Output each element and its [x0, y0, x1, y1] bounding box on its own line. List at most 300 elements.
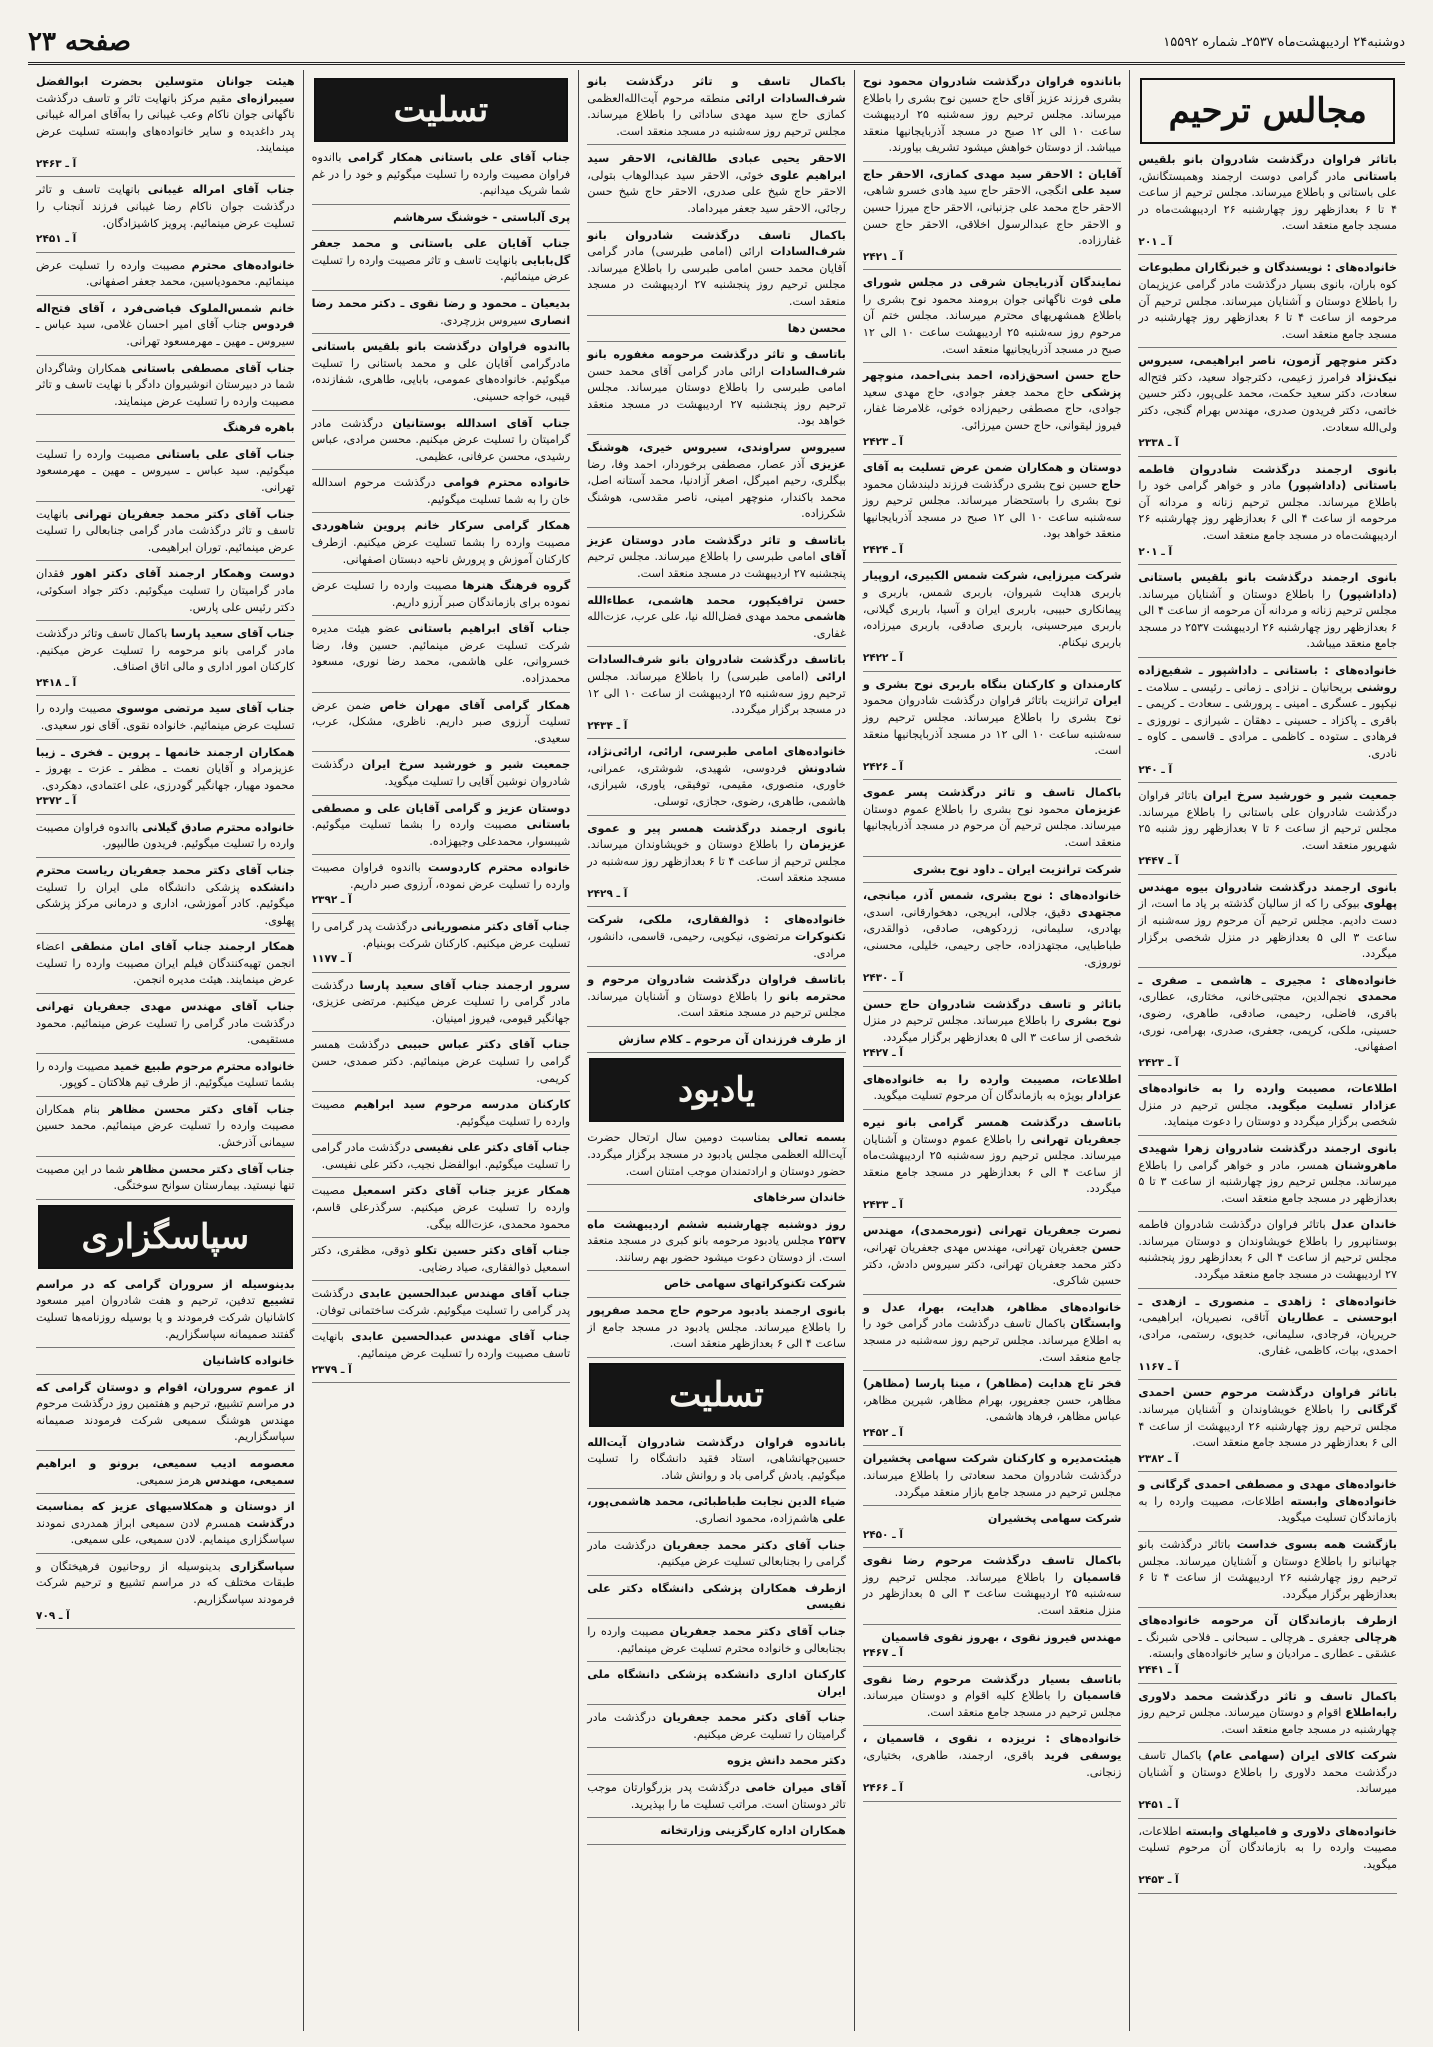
notice — [36, 999, 295, 1054]
notice-code: آ ـ ۲۴۶۳ — [36, 157, 77, 170]
notice-text: بنام همکاران مصیبت وارده را تسلیت عرض مینمائیم. محمد حسین سیمانی آذرخش. — [36, 1102, 295, 1150]
columns-container — [28, 70, 1405, 2031]
notice-text: بدینوسیله از روحانیون فرهیختگان و طبقات مختلف که در مراسم تشییع و ترحیم شرکت فرمودند سپاسگزاریم. — [36, 1559, 295, 1607]
notice-text: فردوسی، شهیدی، شوشتری، عمرانی، خاوری، منصوری، مقیمی، توفیقی، یاوری، شیرازی، هاشمی، طاهری، رضوی، حجازی، توسلی. — [587, 761, 846, 808]
notice-text: درگذشت مادر گرامیتان را تسلیت عرض میکنیم. محسن مرادی، عباس رشیدی، محسن عرفانی، عظیمی. — [311, 416, 571, 463]
notice-lead: خانواده‌های امامی طبرسی، ارائی، ارائی‌نژاد، شادونش — [587, 745, 846, 775]
notices-list — [36, 1277, 295, 1629]
notice — [863, 785, 1122, 856]
notice-text: مصیبت وارده را تسلیت میگوئیم. — [311, 1098, 571, 1128]
notice — [36, 1499, 295, 1554]
notice-code: آ ـ ۷۰۹ — [36, 1609, 70, 1622]
notice-lead: الاحقر یحیی عبادی طالقانی، الاحقر سید ابراهیم علوی — [587, 152, 846, 182]
notice-lead: از طرف فرزندان آن مرحوم ـ کلام سازش — [618, 1032, 846, 1046]
notices-list — [312, 150, 571, 1383]
notice-lead: باناندوه فراوان درگذشت شادروان آیت‌الله — [587, 1435, 846, 1449]
notice-text: مصیبت وارده را تسلیت عرض نموده برای بازماندگان صبر آرزو داریم. — [311, 579, 571, 609]
notice-text: ارائی (امامی طبرسی) مادر گرامی آقایان محمد حسن امامی طبرسی را باطلاع میرساند. مجلس ترحیم روز پنجشنبه ۲۷ اردیبهشت در مسجد منعقد است. — [587, 245, 846, 308]
notice — [36, 301, 295, 356]
notice-lead: جمعیت شیر و خورشید سرخ ایران — [1202, 789, 1397, 803]
notice-lead: ضیاء الدین نجابت طباطبائی، محمد هاشمی‌پور، علی — [587, 1495, 846, 1526]
notices-list — [1138, 152, 1397, 1894]
notice-lead: ازطرف همکاران پزشکی دانشگاه دکتر علی نفیسی — [587, 1581, 846, 1612]
notice-text: بشری فرزند عزیز آقای حاج حسین نوح بشری را باطلاع میرساند. مجلس ترحیم روز سه‌شنبه ۲۵ اردیبهشت ساعت ۱۰ الی ۱۲ صبح در مسجد آذربایجانیها منعقد میباشد. از دوستان خواهش میشود تشریف بیاورند. — [862, 91, 1122, 155]
notice-text: باتاثر فراوان درگذشت شادروان علی باستانی را باطلاع میرساند. مجلس ترحیم از ساعت ۶ تا ۷ بعدازظهر روز شنبه ۲۵ شهریور منعقد است. — [1138, 789, 1398, 852]
notice-lead: همکاران ارجمند خانمها ـ پروین ـ فخری ـ زیبا — [36, 745, 295, 759]
notice-lead: پری آلباستی - خوشنگ سرهاشم — [393, 210, 571, 224]
notice-lead: همکار عزیز جناب آقای دکتر اسمعیل — [352, 1184, 571, 1198]
notice-text: مصیبت وارده را بشما تسلیت عرض میکنیم. ازطرف کارکنان آموزش و پرورش ناحیه دبستان اصفهانی. — [311, 535, 571, 566]
notice — [1138, 1141, 1397, 1212]
notice-lead: بااندوه فراوان درگذشت بانو بلقیس باستانی — [311, 340, 571, 354]
notice — [863, 1672, 1122, 1727]
notice-text: عزیزمراد و آقایان نعمت ـ مظفر ـ عزت ـ بهروز ـ محمود مهیار، جهانگیر گودرزی، علی اعتمادی، دهکردی. — [36, 762, 295, 792]
notice-text: درگذشت مادر گرامی را تسلیت عرض مینمائیم. محمود مستقیمی. — [36, 1016, 295, 1047]
notice-text: خوئی، الاحقر سید عبدالوهاب بتولی، الاحقر حاج شیخ علی صدری، الاحقر حاج شیخ حسن رجائی، الاحقر سید جعفر میرداماد. — [587, 168, 846, 216]
notice-lead: باکمال تاسف درگذشت مرحوم رضا نقوی قاسمیان — [862, 1554, 1122, 1584]
notice-lead: گروه فرهنگ هنرها — [462, 579, 571, 593]
notice-lead: خانواده‌های دلاوری و فامیلهای وابسته — [1185, 1824, 1397, 1838]
notice-lead: همکار گرامی آقای مهران خاص — [379, 698, 571, 712]
notice — [587, 1710, 846, 1748]
notice-text: مراسم تشییع، ترحیم و هفتمین روز درگذشت مرحوم مهندس هوشنگ سمیعی شرکت فرمودند صمیمانه سپاسگزاریم. — [36, 1397, 295, 1444]
notice-lead: بازگشت همه بسوی خداست — [1236, 1537, 1397, 1551]
notice — [1138, 1477, 1397, 1532]
notice-text: را باطلاع میرساند. مجلس یادبود در مسجد جامع از ساعت ۴ الی ۶ بعدازظهر منعقد است. — [587, 1320, 846, 1351]
notice — [312, 1329, 571, 1383]
notice-lead: بانوی ارجمند درگذشت شادروان زهرا شهیدی ماهروشنان — [1138, 1141, 1397, 1172]
notice — [863, 1300, 1122, 1371]
notice — [863, 1553, 1122, 1624]
page-number: صفحه ۲۳ — [28, 27, 131, 57]
notice — [1138, 260, 1397, 348]
notice — [36, 447, 295, 502]
notice-text: مصیبت وارده را بجنابعالی و خانواده محترم تسلیت عرض مینمائیم. — [587, 1624, 846, 1655]
notice-text: (امامی طبرسی) را باطلاع میرساند. مجلس ترحیم روز سه‌شنبه ۲۵ اردیبهشت از ساعت ۱۰ الی ۱۲ در مسجد برگزار میگردد. — [587, 669, 846, 717]
section-title-tasliyat-2: تسلیت — [589, 1363, 844, 1427]
notice — [36, 626, 295, 696]
notice-text: اطلاعات، مصیبت وارده را به بازماندگان تسلیت میگوید. — [1138, 1494, 1397, 1525]
notice-code: آ ـ ۲۴۵۱ — [1138, 1799, 1179, 1812]
notice-text: درگذشت شادروان نوشین آقایی را تسلیت میگوید. — [311, 758, 571, 788]
notice-lead: خانواده‌های : نویسندگان و خبرنگاران مطبوعات — [1138, 261, 1397, 275]
notice — [36, 182, 295, 252]
notice-text: درگذشت مادر گرامی را تسلیت میگوئیم. ابوالفضل نجیب، دکتر علی نفیسی. — [311, 1141, 571, 1171]
notice-text: ضمن عرض تسلیت آرزوی صبر داریم. ناظری، مشکل، عرب، سعیدی. — [311, 698, 571, 745]
notice-lead: بانوی ارجمند درگذشت شادروان بیوه مهندس پهلوی — [1138, 880, 1398, 911]
notice-lead: باکمال تاسف و تاثر درگذشت محمد دلاوری رابه‌اطلاع — [1138, 1689, 1397, 1720]
notice-code: آ ـ ۲۴۶۶ — [862, 1782, 903, 1795]
notice-text: باتاثر فراوان درگذشت شادروان فاطمه بوستانپرور را باطلاع خویشاوندان و دوستان میرساند. مجلس ترحیم از ساعت ۴ الی ۶ بعدازظهر روز پنجشنبه ۲۷ اردیبهشت در مسجد جامع منعقد میگردد. — [1138, 1218, 1397, 1281]
notice — [587, 440, 846, 528]
notice-lead: خانواده‌های مهدی و مصطفی احمدی گرگانی و خانواده‌های وابسته — [1138, 1478, 1397, 1508]
notice — [587, 1753, 846, 1775]
notice — [1138, 1537, 1397, 1608]
notice-code: آ ـ ۲۴۰ — [1138, 763, 1173, 776]
notices-list — [587, 1130, 846, 1357]
notice — [312, 578, 571, 616]
notice-text: درگذشت همسر گرامی را تسلیت عرض مینمائیم. دکتر صمدی، حسن کریمی. — [311, 1038, 571, 1085]
notice-lead: کارکنان اداری دانشکده پزشکی دانشگاه ملی ایران — [587, 1668, 846, 1698]
notice — [36, 507, 295, 562]
notice-text: منطقه مرحوم آیت‌الله‌العظمی کمازی حاج سید مهدی ساداتی را باطلاع میرساند. مجلس ترحیم روز سه‌شنبه در مسجد منعقد است. — [587, 91, 846, 138]
notice-text: درگذشت مادر گرامیتان را تسلیت عرض میکنیم. — [587, 1711, 846, 1741]
notice — [1138, 1294, 1397, 1381]
notice — [587, 1217, 846, 1272]
notice-text: باکمال تاسف درگذشت محمد دلاوری را باطلاع دوستان و آشنایان میرساند. — [1138, 1749, 1397, 1796]
notice-code: آ ـ ۲۰۱ — [1138, 235, 1173, 248]
notice — [863, 888, 1122, 991]
notice-text: را باطلاع خویشاوندان و آشنایان میرساند. مجلس ترحیم روز چهارشنبه ۲۶ اردیبهشت از ساعت ۴ الی ۶ بعدازظهر در مسجد جامع منعقد است. — [1138, 1402, 1397, 1450]
notice — [587, 744, 846, 815]
notice-lead: خانواده‌های : ذوالفقاری، ملکی، شرکت تکنوکرات — [587, 913, 846, 943]
notice-lead: شرکت کالای ایران (سهامی عام) — [1207, 1749, 1397, 1763]
notice — [36, 1162, 295, 1200]
notice — [1138, 1824, 1397, 1894]
column-1 — [1129, 70, 1405, 2031]
notice — [312, 236, 571, 291]
notice-text: را باطلاع دوستان و آشنایان میرساند. مجلس ترحیم زنانه و مردانه آن مرحومه از ساعت ۴ الی ۶ بعدازظهر روز چهارشنبه ۲۶ اردیبهشت ۲۵۳۷ در مسجد جامع منعقد میباشد. — [1138, 587, 1397, 651]
notice — [1138, 1081, 1397, 1136]
notice-lead: معصومه ادیب سمیعی، برونو و ابراهیم سمیعی، مهندس — [36, 1456, 295, 1487]
notice — [36, 939, 295, 994]
issue-date-line: دوشنبه۲۴ اردیبهشت‌ماه ۲۵۳۷ـ شماره ۱۵۵۹۲ — [1163, 34, 1405, 50]
notice — [587, 1276, 846, 1298]
notice-code: آ ـ ۲۴۲۷ — [862, 1047, 903, 1060]
notice-code: آ ـ ۲۳۷۲ — [36, 795, 77, 808]
notice — [863, 1072, 1122, 1110]
notice-code: آ ـ ۲۴۵۰ — [862, 1528, 903, 1541]
notice-text: اعضاء انجمن تهیه‌کنندگان فیلم ایران مصیبت وارده را تسلیت عرض مینمایند. هیئت مدیره انجمن. — [36, 940, 295, 987]
notice — [312, 698, 571, 753]
notice-text: بانهایت تاسف و تاثر درگذشت جوان ناکام رضا غیبانی فرزند آنجناب را تسلیت عرض مینمائیم. پرویز کاشیزادگان. — [36, 183, 295, 230]
notice — [863, 862, 1122, 884]
notice — [1138, 152, 1397, 255]
notice-code: آ ـ ۱۱۷۷ — [311, 953, 352, 966]
notice — [863, 368, 1122, 455]
notice — [1138, 353, 1397, 456]
notice — [863, 1376, 1122, 1446]
notice-lead: باتاسف و تاثر درگذشت مادر دوستان عزیز آقای — [587, 533, 846, 564]
notice-lead: از عموم سروران، اقوام و دوستان گرامی که در — [36, 1380, 295, 1411]
notice-code: آ ـ ۲۴۳۳ — [862, 1198, 903, 1211]
notice — [36, 1456, 295, 1494]
notice — [1138, 1217, 1397, 1288]
notice-text: همکاران وشاگردان شما در دبیرستان انوشیروان دادگر با نهایت تاسف و تاثر مصیبت وارده را تسلیت عرض مینمایند. — [36, 361, 295, 408]
notice-text: آذر عصار، مصطفی برخوردار، احمد وفا، رضا بیگلری، رحیم امیرگل، اصغر آزادنیا، محمد آستانه اصل، محمد باکندار، منوچهر امینی، ناصر مقدسی، هوشنگ شکرزاده. — [587, 457, 846, 521]
notice-text: درگذشت پدر گرامی را تسلیت عرض میکنیم. کارکنان شرکت بوبنیام. — [311, 919, 571, 950]
notice-lead: حاج حسن اسحق‌زاده، احمد بنی‌احمد، منوچهر پزشکی — [862, 369, 1122, 399]
notice-lead: جناب آقای دکتر محمد جعفریان — [662, 1538, 846, 1552]
notice-lead: آقایان : الاحقر سید مهدی کمازی، الاحقر حاج سید علی — [862, 167, 1122, 198]
notice-lead: شرکت ترانزیت ایران ـ داود نوح بشری — [912, 862, 1122, 876]
intro-notice — [587, 74, 846, 145]
notice-lead: باتاسف و تاثر درگذشت مرحومه مغفوره بانو شرف‌السادات — [587, 348, 846, 378]
notice — [312, 416, 571, 471]
notice-lead: جناب آقای مهندس عبدالحسین عابدی — [351, 1330, 571, 1344]
notice — [587, 1780, 846, 1818]
notice-text: باقری، ارجمند، طاهری، بختیاری، زنجانی. — [862, 1748, 1122, 1779]
notice-lead: نمایندگان آذربایجان شرقی در مجلس شورای ملی — [862, 276, 1122, 306]
notice — [587, 347, 846, 435]
notice-lead: شرکت میرزایی، شرکت شمس الکبیری، اروپیار — [862, 569, 1122, 583]
notice-lead: باناندوه فراوان درگذشت شادروان محمود نوح — [862, 75, 1122, 88]
notice-lead: مهندس فیروز نقوی ، بهروز نقوی قاسمیان — [881, 1630, 1122, 1644]
notice-lead: بدیعیان ـ محمود و رضا نقوی ـ دکتر محمد رضا انصاری — [311, 297, 571, 327]
page-header — [28, 22, 1405, 65]
notice-lead: حسن ترافیکپور، محمد هاشمی، عطاءالله هاشمی — [587, 593, 846, 624]
notice — [1138, 1689, 1397, 1744]
notice — [863, 1115, 1122, 1218]
notice-lead: باتاثر و تاسف درگذشت شادروان حاج حسن نوح بشری — [862, 997, 1122, 1028]
notice-lead: از دوستان و همکلاسیهای عزیز که بمناسبت درگذشت — [36, 1500, 295, 1530]
notice-lead: جناب آقای اسدالله بوستانیان — [392, 416, 571, 430]
notice-code: آ ـ ۲۴۲۲ — [862, 652, 903, 665]
notice — [587, 1435, 846, 1490]
notice-text: مقیم مرکز بانهایت تاثر و تاسف درگذشت ناگهانی جوان ناکام وعب غیبانی را به‌آقای امراله غیبانی پدر داغدیده و سایر خانواده‌های وابسته تسلیت عرض مینمایند. — [36, 91, 295, 155]
notice-text: درگذشت پدر گرامی را تسلیت میگوئیم. شرکت ساختمانی توفان. — [311, 1287, 571, 1317]
notice-lead: جناب آقای دکتر محمد جعفریان — [669, 1624, 846, 1638]
notice-code: آ ـ ۲۴۳۴ — [587, 719, 628, 732]
notice-text: حسین‌جهانشاهی، استاد فقید دانشگاه را تسلیت میگوئیم. یادش گرامی باد و روانش شاد. — [587, 1452, 846, 1482]
notice-text: درگذشت پدر بزرگوارتان موجب تاثر دوستان است. مراتب تسلیت ما را بپذیرید. — [587, 1781, 846, 1811]
notice-lead: خانواده‌های محترم — [191, 258, 295, 272]
notice-lead: روز دوشنبه چهارشنبه ششم اردیبهشت ماه ۲۵۳۷ — [587, 1217, 846, 1248]
notice-lead: محسن دها — [787, 321, 846, 335]
notice-text: هرمز سمیعی. — [136, 1473, 202, 1487]
notice-text: بمناسبت دومین سال ارتحال حضرت آیت‌الله العظمی مجلس یادبود در مسجد برگزار میگردد. حضور دوستان و ارادتمندان موجب امتنان است. — [587, 1131, 846, 1178]
notice-lead: نصرت جعفریان تهرانی (نورمحمدی)، مهندس حسن — [862, 1224, 1122, 1255]
notice — [587, 593, 846, 648]
notice-lead: جناب آقای سعید پارسا — [170, 627, 295, 641]
notice-lead: باتاسف درگذشت شادروان بانو شرف‌السادات ارائی — [587, 653, 846, 683]
notice-code: آ ـ ۲۴۴۱ — [1138, 1664, 1179, 1677]
notice-code: آ ـ ۲۴۲۴ — [862, 543, 903, 556]
notice-lead: دوستان عزیز و گرامی آقایان علی و مصطفی باستانی — [311, 801, 571, 832]
notice-text: بانهایت تاسف و تاثر مصیبت وارده را تسلیت عرض مینمائیم. — [311, 253, 571, 284]
notice-text: باربری هدایت شیروان، باربری شمس، باربری و پیمانکاری حبیبی، باربری ایران و آسیا، باربری گیلانی، باربری میرحسینی، باربری صادقی، باربری میرزاده، باربری نیکنام. — [862, 586, 1122, 649]
notices-list — [587, 1435, 846, 1845]
notice-code: آ ـ ۲۴۲۶ — [862, 760, 903, 773]
notice-lead: جناب آقای دکتر محمد جعفریان — [662, 1711, 846, 1725]
notice — [587, 821, 846, 908]
notice-text: همسر، مادر و خواهر گرامی را باطلاع میرساند. مجلس ترحیم روز چهارشنبه از ساعت ۳ تا ۵ بعدازظهر در مسجد جامع منعقد است. — [1138, 1158, 1397, 1205]
notice — [312, 1097, 571, 1135]
notice-lead: خانواده‌های : زاهدی ـ منصوری ـ ازهدی ـ ابوحسنی ـ عطاریان — [1138, 1294, 1397, 1325]
notice-lead: سیروس سراوندی، سیروس خیری، هوشنگ عزیزی — [587, 440, 846, 471]
notice-text: اقوام و دوستان میرساند. مجلس ترحیم روز چهارشنبه در مسجد جامع منعقد است. — [1138, 1706, 1397, 1736]
notice-lead: جناب آقای دکتر علی نفیسی — [414, 1141, 571, 1155]
notice — [1138, 1748, 1397, 1818]
notice-lead: بانوی ارجمند درگذشت بانو بلقیس باستانی (داداشپور) — [1138, 571, 1397, 601]
notice — [36, 820, 295, 858]
notice-text: پزشکی دانشگاه ملی ایران را تسلیت میگوئیم. کادر آموزشی، اداری و درمانی مرکز پزشکی پهلوی. — [36, 880, 295, 927]
notice-text: مصیبت وارده را تسلیت عرض میکنیم. سرگذرعلی قاسم، محمود محمدی، عزت‌الله بیگی. — [311, 1184, 571, 1231]
notice-lead: کارکنان مدرسه مرحوم سید ابراهیم — [354, 1098, 571, 1112]
notice — [863, 1630, 1122, 1667]
section-title-majales-tarhim: مجالس ترحیم — [1140, 78, 1395, 144]
notice-lead: جناب آقای دکتر محمد جعفریان تهرانی — [73, 507, 295, 521]
notice-lead: باکمال تاسف درگذشت شادروان بانو شرف‌السادات — [587, 228, 846, 259]
notice-lead: جناب آقای علی باستانی — [156, 447, 295, 461]
notice-text: مظاهر، حسن جعفرپور، بهرام مظاهر، شیرین مظاهر، عباس مظاهر، فرهاد هاشمی. — [862, 1393, 1122, 1424]
notice-lead: باتاثر فراوان درگذشت مرحوم حسن احمدی گرگانی — [1138, 1386, 1397, 1416]
notice-lead: جناب آقای دکتر محسن مظاهر — [108, 1102, 295, 1116]
notice-text: مادر گرامی دوست ارجمند وهمبستگانش، علی باستانی و باطلاع میرساند. مجلس ترحیم از ساعت ۴ تا ۶ بعدازظهر روز چهارشنبه ۲۶ اردیبهشت‌ماه در مسجد جامع منعقد است. — [1138, 169, 1397, 233]
notices-list — [587, 151, 846, 1053]
notice-text: آتاقی، نصیریان، ابراهیمی، حریریان، فرجادی، سلیمانی، خدیوی، رستمی، مرادی، احمدی، بیات، کاظمی، غفاری. — [1138, 1311, 1397, 1358]
notice-lead: شرکت سهامی پخشیران — [987, 1512, 1122, 1526]
notice-lead: جناب آقای دکتر عباس حبیبی — [396, 1038, 571, 1052]
notice-code: آ ـ ۲۳۸۲ — [1138, 1452, 1179, 1465]
notice — [1138, 880, 1397, 968]
notice-lead: بانوی ارجمند درگذشت همسر پیر و عموی عزیزمان — [587, 821, 846, 852]
notice-text: دقیق، جلالی، ابریجی، دهخوارقانی، اسدی، بهادری، سلیمانی، زردکوهی، صادقی، ذوالقدری، طباطبایی، مجتهدزاده، حاجی رحیمی، خلیلی، محسنی، نوروزی. — [862, 905, 1122, 969]
notice-text: ارائی مادر گرامی آقای محمد حسن امامی طبرسی را باطلاع دوستان میرساند. مجلس ترحیم روز پنجشنبه ۲۷ اردیبهشت در مسجد منعقد خواهد بود. — [587, 364, 846, 428]
notice-text: سیروس بزرچردی. — [440, 313, 527, 327]
notice-code: آ ـ ۲۴۲۳ — [862, 435, 903, 448]
notice-lead: هیئت جوانان متوسلین بحضرت ابوالفضل‌ سیبرازه‌ای — [36, 75, 295, 105]
notice-lead: کارمندان و کارکنان بنگاه باربری نوح بشری و ایران — [862, 677, 1122, 708]
notice-lead: خانواده کاشانیان — [202, 1354, 295, 1368]
notice-text: بانهایت تاسف و تاثر درگذشت مادر گرامی جنابعالی را تسلیت عرض مینمائیم. توران ابراهیمی. — [36, 507, 295, 554]
notice-lead: بدینوسیله از سروران گرامی که در مراسم تشییع — [36, 1277, 295, 1308]
notice-text: مرتضوی، نیکویی، رحیمی، قاسمی، دانشور، مرادی. — [587, 929, 846, 960]
notice — [587, 1667, 846, 1705]
notice-text: ترانزیت باتاثر فراوان درگذشت شادروان محمود نوح بشری را باطلاع میرساند. مجلس ترحیم روز سه‌شنبه ساعت ۱۰ الی ۱۲ در مسجد آذربایجانیها منعقد است. — [862, 694, 1122, 758]
notice — [1138, 788, 1397, 875]
notice-lead: جناب آقای امراله غیبانی — [147, 183, 295, 197]
notice — [312, 801, 571, 856]
notice — [587, 972, 846, 1027]
notice-lead: دوستان و همکاران ضمن عرض تسلیت به آقای حاج — [862, 461, 1122, 491]
notice-code: آ ـ ۲۳۹۲ — [311, 894, 352, 907]
notice — [36, 361, 295, 416]
notice-lead: جناب آقای دکتر حسین تکلو — [414, 1244, 571, 1258]
notice — [36, 1102, 295, 1157]
notice-lead: اطلاعات، مصیبت وارده را به خانواده‌های عزادار — [862, 1072, 1122, 1103]
notice-text: بریحانیان ـ نزادی ـ زمانی ـ رئیسی ـ سلامت ـ نیکپور ـ عسگری ـ امینی ـ پرورشی ـ سعادت ـ کریمی ـ باقری ـ پاکزاد ـ حسینی ـ دهقان ـ شیرازی ـ نوروزی ـ فرهادی ـ ستوده ـ کاظمی ـ مرادی ـ قاسمی ـ کاوه ـ نادری. — [1138, 680, 1397, 760]
notice-lead: باتاثر فراوان درگذشت شادروان بانو بلقیس باستانی — [1138, 153, 1397, 183]
notice-code: آ ـ ۲۰۱ — [1138, 545, 1173, 558]
notice-text: جناب آقای امیر احسان غلامی، سید عباس ـ سیروس ـ مهین ـ مهرمسعود تهرانی. — [36, 318, 295, 348]
notice-lead: جناب آقای علی باستانی همکار گرامی — [347, 151, 571, 164]
notice — [312, 518, 571, 573]
notice — [36, 701, 295, 739]
notice-lead: آقای میران خامی — [745, 1781, 846, 1794]
notice-lead: خانواده محترم مرحوم طبیع خمید — [113, 1059, 295, 1073]
notice-lead: باتاسف درگذشت همسر گرامی بانو نیره جعفریان تهرانی — [862, 1116, 1122, 1146]
notice-text: حاج محمد جعفر جوادی، حاج مهدی سعید جوادی، حاج مصطفی رحیم‌زاده خوئی، غلامرضا غفار، فیروز لیقوانی، حاج حسن میرزائی. — [862, 385, 1122, 432]
notice-text: درگذشت مرحوم اسدالله خان را به شما تسلیت میگوئیم. — [311, 476, 571, 506]
notice-lead: باکمال تاسف و تاثر درگذشت پسر عموی عزیزمان — [862, 786, 1122, 816]
notice-text: انگجی، الاحقر حاج سید هادی خسرو شاهی، الاحقر حاج محمد علی جزنبانی، الاحقر حاج میرزا حسین و الاحقر حاج عبدالرسول اخلاقی، الاحقر حاج حسن غفارزاده. — [862, 184, 1122, 248]
notice-lead: خانواده محترم کاردوست — [428, 861, 571, 875]
notice — [863, 997, 1122, 1067]
notice — [36, 420, 295, 442]
notice — [312, 1286, 571, 1324]
notice — [1138, 663, 1397, 783]
notice-text: درگذشت شادروان محمد سعادتی را باطلاع میرساند. مجلس ترحیم در مسجد جامع بازار منعقد میگردد. — [862, 1468, 1122, 1499]
notice-text: نجم‌الدین، مجتبی‌خانی، مختاری، عطاری، باقری، فاضلی، رحیمی، صادقی، طاهری، رضوی، حسینی، ملکی، کریمی، جعفری، صدری، بهرامی، نوری، اصفهانی. — [1138, 990, 1397, 1054]
notice — [587, 652, 846, 739]
notice — [312, 757, 571, 795]
notice-code: آ ـ ۲۴۵۱ — [36, 233, 77, 246]
notice-lead: جناب آقای مهندس مهدی جعفریان تهرانی — [36, 999, 295, 1013]
notice-lead: باهره فرهنگ — [222, 421, 295, 435]
column-5 — [28, 70, 303, 2031]
notice — [36, 745, 295, 815]
notice-code: آ ـ ۲۴۵۳ — [1138, 1874, 1179, 1887]
notice-text: درگذشت مادر گرامی را بجنابعالی تسلیت عرض میکنیم. — [587, 1538, 846, 1569]
notice — [587, 1823, 846, 1845]
notice-text: فرامرز زعیمی، دکترجواد سعید، دکتر فتح‌اله سعادت، دکتر سعید حکمت، محمد علی‌پور، دکتر حسین خاتمی، دکتر فریدون صدری، مهندس بهرام گنجی، دکتر ولی‌الله سعادت. — [1138, 370, 1397, 434]
notice-text: را باطلاع عموم دوستان و آشنایان میرساند. مجلس ترحیم روز سه‌شنبه ۲۵ اردیبهشت‌ماه از ساعت ۴ الی ۶ بعدازظهر در مسجد جامع منعقد میگردد. — [862, 1132, 1122, 1196]
notice-code: آ ـ ۲۴۶۷ — [862, 1647, 903, 1660]
notice-lead: خانواده‌های : باستانی ـ داداشپور ـ شفیع‌زاده روشنی — [1138, 664, 1398, 694]
notice-lead: جناب آقایان علی باستانی و محمد جعفر گل‌بابایی — [311, 237, 571, 267]
notice-code: آ ـ ۲۳۳۸ — [1138, 437, 1179, 450]
notice — [36, 74, 295, 177]
notice-lead: بانوی ارجمند درگذشت شادروان فاطمه باستانی (داداشپور) — [1138, 462, 1397, 493]
notice-lead: جناب آقای سید مرتضی موسوی — [116, 702, 295, 716]
notice-code: آ ـ ۲۴۳۰ — [862, 972, 903, 985]
notice — [1138, 1613, 1397, 1683]
notice — [312, 1037, 571, 1092]
section-title-yadboud: یادبود — [589, 1058, 844, 1122]
notice — [863, 677, 1122, 780]
notice-lead: خانواده محترم صادق گیلانی — [142, 820, 295, 834]
notice — [312, 1243, 571, 1281]
notice-lead: جناب آقای دکتر منصوریانی — [420, 919, 571, 933]
notice — [36, 863, 295, 934]
notice — [1138, 1385, 1397, 1472]
notice — [36, 566, 295, 621]
notice-lead: خاندان عدل — [1331, 1218, 1397, 1232]
notice-lead: شرکت تکنوکراتهای سهامی خاص — [664, 1277, 846, 1291]
notice-lead: خانواده‌های : نریزده ، نقوی ، قاسمیان ، یوسفی فرید — [862, 1732, 1122, 1762]
notice-text: هاشم‌زاده، محمود انصاری. — [695, 1512, 819, 1526]
notice-lead: جمعیت شیر و خورشید سرخ ایران — [361, 758, 571, 772]
notice-lead: خانواده‌های مظاهر، هدایت، بهرا، عدل و وابستگان — [862, 1300, 1122, 1331]
notice-lead: اطلاعات، مصیبت وارده را به خانواده‌های عزادار تسلیت میگوید. — [1138, 1082, 1397, 1112]
notice-code: آ ـ ۱۱۶۷ — [1138, 1360, 1179, 1373]
notice-lead: خانواده‌های : نوح بشری، شمس آذر، میانجی، مجتهدی — [862, 889, 1122, 919]
column-2 — [854, 70, 1130, 2031]
notice-text: بااندوه فراوان مصیبت وارده را تسلیت میگوئیم. فریدون طالبپور. — [36, 820, 295, 851]
notice-code: آ ـ ۲۳۷۹ — [311, 1363, 352, 1376]
notice — [36, 1059, 295, 1097]
column-4 — [303, 70, 579, 2031]
notice-text: بیوکی را که از سالیان گذشته بر یاد ما است، از دست دادیم. مجلس ترحیم آن مرحوم روز سه‌شنبه از ساعت ۳ الی ۵ بعدازظهر در منزل شخصی برگزار میگردد. — [1138, 897, 1397, 961]
notice — [312, 150, 571, 205]
notice-text: جعفری ـ هرچالی ـ سبحانی ـ فلاحی شبرنگ ـ عشقی ـ عطاری ـ مرادیان و سایر خانواده‌های وابسته. — [1138, 1630, 1397, 1661]
notice-text: را باطلاع دوستان و خویشاوندان میرساند. مجلس ترحیم از ساعت ۴ تا ۶ بعدازظهر روز سه‌شنبه در مسجد منعقد است. — [587, 838, 846, 885]
notice — [863, 460, 1122, 563]
notice — [312, 860, 571, 914]
notice-text: بانهایت تاسف مصیبت وارده را تسلیت عرض مینمائیم. — [311, 1330, 571, 1361]
notice — [312, 919, 571, 973]
notice — [587, 912, 846, 967]
notice-code: آ ـ ۲۴۱۸ — [36, 676, 77, 689]
notice-text: مصیبت وارده را تسلیت میگوئیم. سید عباس ـ سیروس ـ مهین ـ مهرمسعود تهرانی. — [36, 447, 295, 495]
notice-text: مادرگرامی آقایان علی و محمد باستانی را تسلیت میگوئیم. خانواده‌های عمومی، بابایی، طاهری، شفازنده، قیبی، خواجه حسینی. — [311, 356, 571, 403]
notice — [587, 1303, 846, 1358]
notice-code: آ ـ ۲۴۴۷ — [1138, 855, 1179, 868]
notice-lead: جناب آقای ابراهیم باستانی — [408, 622, 571, 636]
notice-text: را باطلاع دوستان و آشنایان میرساند. مجلس ترحیم در مسجد منعقد است. — [587, 989, 846, 1020]
notice-lead: دکتر منوچهر آزمون، ناصر ابراهیمی، سیروس نیک‌نژاد — [1138, 354, 1397, 384]
